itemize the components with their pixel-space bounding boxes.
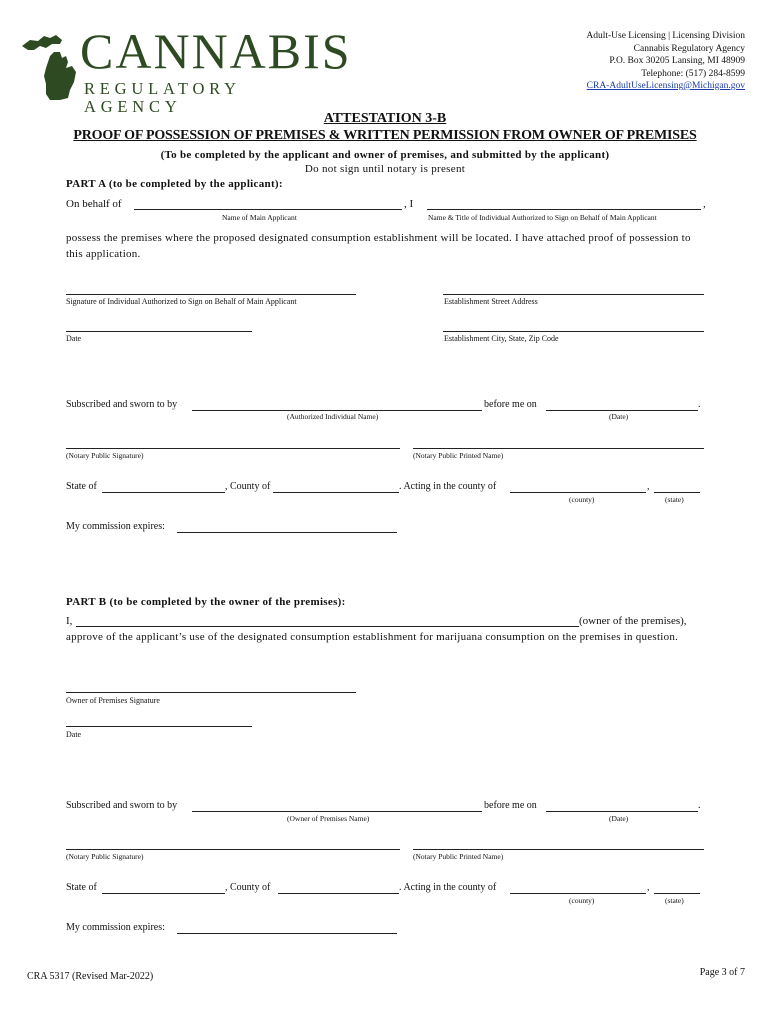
approval-statement: approve of the applicant’s use of the designated consumption establishment for marijuana consumption on the premises in question. [66, 631, 679, 643]
subscribed-label: Subscribed and sworn to by [66, 399, 178, 410]
acting-in-label: . Acting in the county of [399, 481, 497, 492]
owner-date-field[interactable] [66, 726, 252, 727]
owner-sworn-name-field[interactable] [192, 811, 482, 812]
acting-county-field[interactable] [510, 492, 646, 493]
state-field[interactable] [102, 492, 225, 493]
comma-label: , [647, 481, 650, 492]
owner-suffix-label: (owner of the premises), [579, 615, 687, 627]
county-caption: (county) [569, 495, 595, 504]
authorized-individual-field[interactable] [427, 209, 701, 210]
state-field[interactable] [102, 893, 225, 894]
commission-expires-field[interactable] [177, 532, 397, 533]
state-caption: (state) [665, 495, 684, 504]
logo-wordmark: CANNABIS [80, 23, 352, 79]
owner-date-label: Date [66, 730, 82, 739]
agency-logo [20, 23, 352, 116]
county-caption: (county) [569, 896, 595, 905]
address-line: Telephone: (517) 284-8599 [641, 68, 745, 79]
notary-signature-field[interactable] [66, 849, 400, 850]
date-label: Date [66, 334, 82, 343]
applicant-date-field[interactable] [66, 331, 252, 332]
owner-name-field[interactable] [76, 626, 579, 627]
period-label: . [698, 399, 701, 410]
notary-printed-caption: (Notary Public Printed Name) [413, 852, 504, 861]
notary-warning: Do not sign until notary is present [304, 163, 466, 175]
comma-label: , [703, 198, 706, 210]
notary-printed-name-field[interactable] [413, 448, 704, 449]
signature-label: Signature of Individual Authorized to Sign on Behalf of Main Applicant [66, 297, 297, 306]
date-caption: (Date) [609, 412, 629, 421]
county-field[interactable] [273, 492, 399, 493]
notary-signature-field[interactable] [66, 448, 400, 449]
i-label: I, [66, 615, 73, 627]
page-number: Page 3 of 7 [699, 967, 745, 978]
main-applicant-field[interactable] [134, 209, 402, 210]
county-of-label: , County of [225, 481, 271, 492]
notary-signature-caption: (Notary Public Signature) [66, 451, 144, 460]
commission-label: My commission expires: [66, 922, 165, 933]
authorized-caption: Name & Title of Individual Authorized to Sign on Behalf of Main Applicant [428, 213, 657, 222]
state-of-label: State of [66, 882, 97, 893]
county-of-label: , County of [225, 882, 271, 893]
email-link[interactable]: CRA-AdultUseLicensing@Michigan.gov [586, 81, 745, 91]
state-of-label: State of [66, 481, 97, 492]
city-state-zip-label: Establishment City, State, Zip Code [444, 334, 559, 343]
before-me-label: before me on [484, 800, 537, 811]
on-behalf-label: On behalf of [66, 198, 122, 210]
sworn-date-field[interactable] [546, 410, 698, 411]
acting-county-field[interactable] [510, 893, 646, 894]
part-b-heading: PART B (to be completed by the owner of the premises): [66, 596, 346, 608]
owner-signature-label: Owner of Premises Signature [66, 696, 160, 705]
city-state-zip-field[interactable] [443, 331, 704, 332]
subscribed-label: Subscribed and sworn to by [66, 800, 178, 811]
address-line: Adult-Use Licensing | Licensing Division [586, 31, 745, 41]
date-caption: (Date) [609, 814, 629, 823]
part-a-heading: PART A (to be completed by the applicant): [66, 178, 283, 190]
comma-i-label: , I [404, 198, 414, 210]
commission-label: My commission expires: [66, 521, 165, 532]
period-label: . [698, 800, 701, 811]
agency-address [485, 30, 745, 93]
address-line: Cannabis Regulatory Agency [633, 43, 745, 54]
notary-printed-caption: (Notary Public Printed Name) [413, 451, 504, 460]
applicant-signature-field[interactable] [66, 294, 356, 295]
before-me-label: before me on [484, 399, 537, 410]
authorized-name-caption: (Authorized Individual Name) [287, 412, 379, 421]
authorized-name-field[interactable] [192, 410, 482, 411]
michigan-map-icon [20, 32, 80, 104]
owner-name-caption: (Owner of Premises Name) [287, 814, 370, 823]
street-address-field[interactable] [443, 294, 704, 295]
form-subtitle: PROOF OF POSSESSION OF PREMISES & WRITTEN PERMISSION FROM OWNER OF PREMISES [73, 128, 697, 143]
comma-label: , [647, 882, 650, 893]
state-caption: (state) [665, 896, 684, 905]
logo-subtitle: REGULATORY AGENCY [84, 79, 241, 116]
county-field[interactable] [278, 893, 399, 894]
notary-signature-caption: (Notary Public Signature) [66, 852, 144, 861]
possession-statement: possess the premises where the proposed designated consumption establishment will be located. I have attached proof of possession to this application. [66, 232, 691, 260]
completion-note: (To be completed by the applicant and owner of premises, and submitted by the applicant) [160, 149, 610, 161]
form-identifier: CRA 5317 (Revised Mar-2022) [27, 971, 154, 982]
street-address-label: Establishment Street Address [444, 297, 538, 306]
owner-signature-field[interactable] [66, 692, 356, 693]
acting-in-label: . Acting in the county of [399, 882, 497, 893]
notary-printed-name-field[interactable] [413, 849, 704, 850]
commission-expires-field[interactable] [177, 933, 397, 934]
acting-state-field[interactable] [654, 492, 700, 493]
acting-state-field[interactable] [654, 893, 700, 894]
sworn-date-field[interactable] [546, 811, 698, 812]
form-title: ATTESTATION 3-B [323, 111, 447, 126]
main-applicant-caption: Name of Main Applicant [222, 213, 297, 222]
address-line: P.O. Box 30205 Lansing, MI 48909 [609, 56, 745, 66]
